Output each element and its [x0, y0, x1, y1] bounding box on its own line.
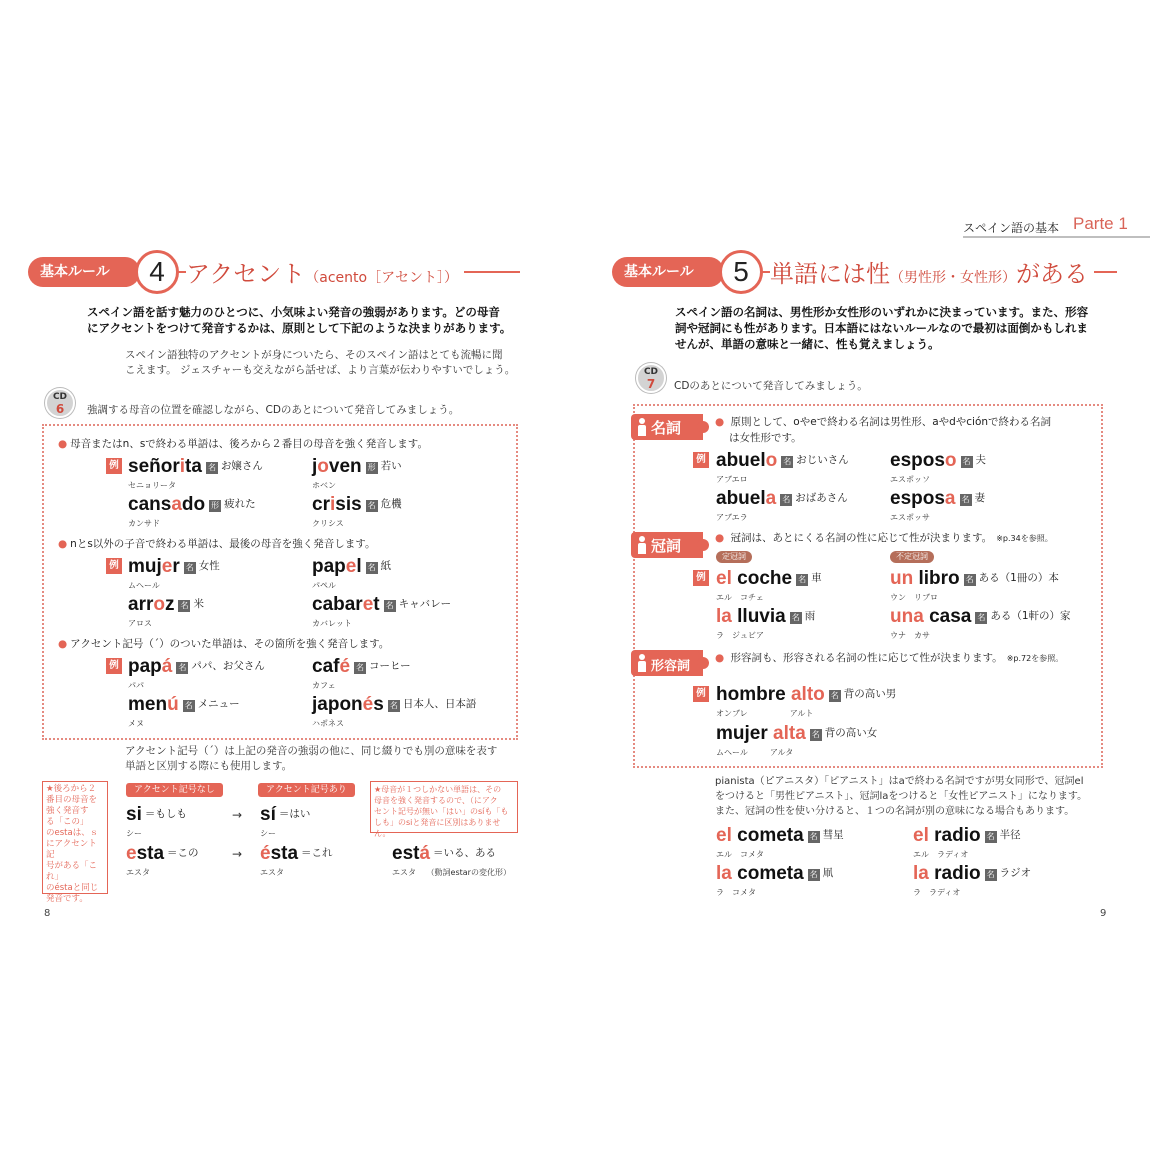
word-menu: menú 名 メニュー メヌ	[128, 694, 240, 728]
arrow-icon: →	[232, 808, 243, 822]
article-rule: ● 冠詞は、あとにくる名詞の性に応じて性が決まります。 ※p.34を参照。	[715, 530, 1053, 545]
category-noun: 名詞	[631, 414, 703, 440]
word-la-cometa: la cometa 名 凧 ラ コメタ	[716, 863, 834, 897]
rule-title: アクセント（acento［アセント］）	[186, 254, 464, 289]
example-marker: 例	[693, 452, 709, 468]
word-papel: papel 名 紙 パペル	[312, 556, 392, 590]
word-un-libro: un libro 名 ある（1冊の）本 ウン リブロ	[890, 568, 1059, 602]
rule-title: 単語には性（男性形・女性形）がある	[770, 254, 1094, 289]
tag-with-accent: アクセント記号あり	[258, 783, 355, 797]
person-icon	[637, 418, 647, 436]
tag-no-accent: アクセント記号なし	[126, 783, 223, 797]
sidebar-note-right: ★母音が１つしかない単語は、その 母音を強く発音するので、（にアク セント記号が無い「はい」のsíも「も しも」のsiと発音に区別はありません。	[370, 781, 518, 833]
right-page	[575, 0, 1150, 1150]
word-el-radio: el radio 名 半径 エル ラディオ	[913, 825, 1021, 859]
cd-6-icon: CD 6	[45, 388, 75, 418]
pianista-note: pianista（ピアニスタ）「ピアニスト」はaで終わる名詞ですが男女同形で、冠詞el をつけると「男性ピアニスト」、冠詞laをつけると「女性ピアニスト」になります。 また、冠詞の性を使い分けると、１つの名詞が別の意味になる場合もあります。	[715, 776, 1088, 817]
running-head-title: スペイン語の基本	[963, 221, 1060, 235]
rule-label: 基本ルール	[612, 257, 724, 287]
sidebar-note-left: ★後ろから２ 番目の母音を 強く発音す る「この」 のestaは、ｓ にアクセント記 号がある「これ」 のéstaと同じ 発音です。	[42, 781, 108, 894]
person-icon	[637, 536, 647, 554]
word-el-coche: el coche 名 車 エル コチェ	[716, 568, 822, 602]
word-esposo: esposo 名 夫 エスポッソ	[890, 450, 987, 484]
word-si-accent: sí ＝はい シー	[260, 804, 311, 838]
word-la-lluvia: la lluvia 名 雨 ラ ジュビア	[716, 606, 816, 640]
word-mujer: mujer 名 女性 ムヘール	[128, 556, 220, 590]
word-cabaret: cabaret 名 キャバレー カバレット	[312, 594, 452, 628]
running-head-part: Parte 1	[1073, 214, 1128, 233]
example-marker: 例	[106, 558, 122, 574]
example-marker: 例	[693, 686, 709, 702]
intro-text: スペイン語を話す魅力のひとつに、小気味よい発音の強弱があります。どの母音 にアクセントをつけて発音するかは、原則として下記のような決まりがあります。	[87, 305, 512, 335]
word-abuelo: abuelo 名 おじいさん アブエロ	[716, 450, 849, 484]
word-esta-no-accent: esta ＝この エスタ	[126, 843, 199, 877]
word-arroz: arroz 名 米 アロス	[128, 594, 204, 628]
word-joven: joven 形 若い ホベン	[312, 456, 402, 490]
word-cafe: café 名 コーヒー カフェ	[312, 656, 411, 690]
cd-7-caption: CDのあとについて発音してみましょう。	[674, 380, 868, 392]
accent-note: アクセント記号（´）は上記の発音の強弱の他に、同じ綴りでも別の意味を表す 単語と区別する際にも使用します。	[125, 745, 498, 772]
rule-number: 4	[135, 250, 179, 294]
accent-rule-1: ● 母音またはn、sで終わる単語は、後ろから２番目の母音を強く発音します。	[58, 436, 428, 451]
word-senorita: señorita 名 お嬢さん セニョリータ	[128, 456, 263, 490]
word-esta-accent: ésta ＝これ エスタ	[260, 843, 333, 877]
category-article: 冠詞	[631, 532, 703, 558]
word-cansado: cansado 形 疲れた カンサド	[128, 494, 256, 528]
word-abuela: abuela 名 おばあさん アブエラ	[716, 488, 848, 522]
person-icon	[637, 654, 647, 672]
page-number-right: 9	[1100, 908, 1107, 919]
rule-label: 基本ルール	[28, 257, 140, 287]
rule-number: 5	[719, 250, 763, 294]
cd-6-caption: 強調する母音の位置を確認しながら、CDのあとについて発音してみましょう。	[87, 404, 460, 416]
example-marker: 例	[106, 458, 122, 474]
word-crisis: crisis 名 危機 クリシス	[312, 494, 402, 528]
noun-rule: ● 原則として、oやeで終わる名詞は男性形、aやdやciónで終わる名詞 は女性形です。	[715, 414, 1051, 446]
tag-indefinite-article: 不定冠詞	[890, 551, 934, 563]
intro-text: スペイン語の名詞は、男性形か女性形のいずれかに決まっています。また、形容 詞や冠詞にも性があります。日本語にはないルールなので最初は面倒かもしれま せんが、単語の意味と一緒に、性も覚えましょう。	[675, 305, 1089, 351]
word-esposa: esposa 名 妻 エスポッサ	[890, 488, 985, 522]
accent-rule-3: ● アクセント記号（´）のついた単語は、その箇所を強く発音します。	[58, 636, 389, 651]
intro-note: スペイン語独特のアクセントが身についたら、そのスペイン語はとても流暢に聞 こえます。 ジェスチャーも交えながら話せば、より言葉が伝わりやすいでしょう。	[125, 349, 516, 376]
tag-definite-article: 定冠詞	[716, 551, 752, 563]
cd-7-icon: CD 7	[636, 363, 666, 393]
word-papa: papá 名 パパ、お父さん パパ	[128, 656, 265, 690]
adjective-rule: ● 形容詞も、形容される名詞の性に応じて性が決まります。 ※p.72を参照。	[715, 650, 1063, 665]
page-number-left: 8	[44, 908, 51, 919]
word-una-casa: una casa 名 ある（1軒の）家 ウナ カサ	[890, 606, 1071, 640]
rule-4-header	[28, 250, 520, 294]
word-el-cometa: el cometa 名 彗星 エル コメタ	[716, 825, 844, 859]
category-adjective: 形容詞	[631, 650, 703, 676]
word-esta-verb: está ＝いる、ある エスタ （動詞estarの変化形）	[392, 843, 511, 877]
word-si-no-accent: si ＝もしも シー	[126, 804, 187, 838]
rule-5-header	[612, 250, 1117, 294]
word-la-radio: la radio 名 ラジオ ラ ラディオ	[913, 863, 1032, 897]
accent-rule-2: ● nとs以外の子音で終わる単語は、最後の母音を強く発音します。	[58, 536, 375, 551]
example-marker: 例	[106, 658, 122, 674]
word-hombre-alto: hombre alto 名 背の高い男 オンブレ アルト	[716, 684, 897, 718]
example-marker: 例	[693, 570, 709, 586]
word-mujer-alta: mujer alta 名 背の高い女 ムヘール アルタ	[716, 723, 878, 757]
word-japones: japonés 名 日本人、日本語 ハポネス	[312, 694, 477, 728]
arrow-icon: →	[232, 847, 243, 861]
